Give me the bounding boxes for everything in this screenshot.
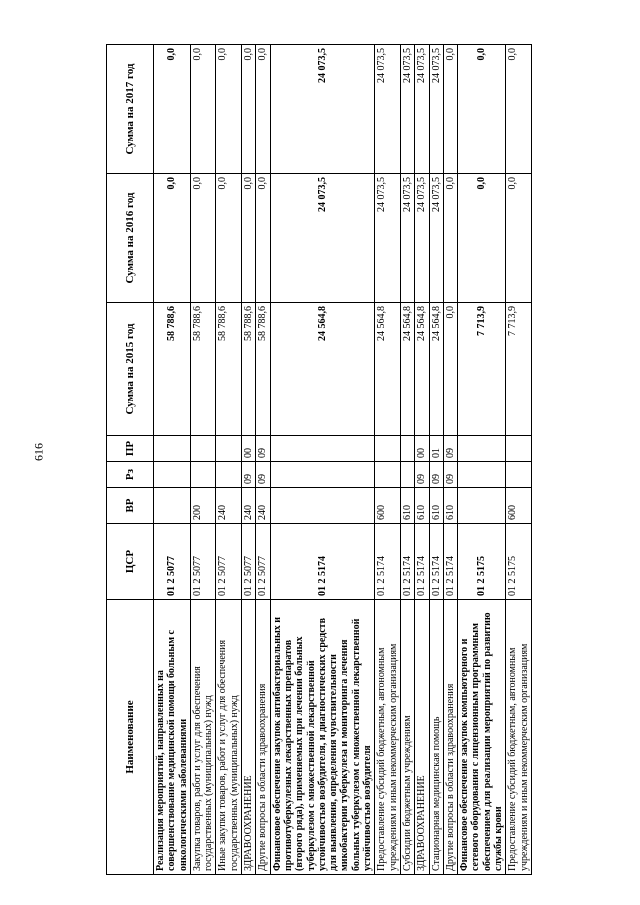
- header-rz: Рз: [107, 462, 154, 488]
- cell-csr: 01 2 5077: [216, 524, 242, 600]
- cell-sum-2016: 0,0: [154, 174, 191, 303]
- cell-csr: 01 2 5175: [458, 524, 506, 600]
- cell-sum-2016: 0,0: [458, 174, 506, 303]
- cell-name: Другие вопросы в области здравоохранения: [256, 600, 270, 875]
- page-number: 616: [31, 443, 46, 461]
- cell-name: ЗДРАВООХРАНЕНИЕ: [415, 600, 429, 875]
- cell-sum-2015: 58 788,6: [190, 303, 216, 436]
- cell-vr: 610: [415, 488, 429, 524]
- table-row: [506, 45, 532, 875]
- header-pr: ПР: [107, 436, 154, 462]
- cell-sum-2016: 0,0: [216, 174, 242, 303]
- cell-pr: [190, 436, 216, 462]
- cell-sum-2017: 0,0: [154, 45, 191, 174]
- cell-rz: 09: [415, 462, 429, 488]
- cell-sum-2017: 24 073,5: [400, 45, 414, 174]
- cell-sum-2016: 0,0: [506, 174, 532, 303]
- table-header-row: [107, 45, 154, 875]
- cell-sum-2017: 0,0: [458, 45, 506, 174]
- table-row: [242, 45, 256, 875]
- table-row: [375, 45, 401, 875]
- cell-pr: 00: [242, 436, 256, 462]
- budget-table: [106, 44, 532, 875]
- cell-pr: [154, 436, 191, 462]
- cell-sum-2015: 24 564,8: [400, 303, 414, 436]
- cell-sum-2016: 24 073,5: [375, 174, 401, 303]
- cell-vr: 240: [242, 488, 256, 524]
- cell-name: Предоставление субсидий бюджетным, автономным учреждениям и иным некоммерческим организациям: [375, 600, 401, 875]
- header-csr: ЦСР: [107, 524, 154, 600]
- cell-name: Другие вопросы в области здравоохранения: [443, 600, 457, 875]
- cell-sum-2016: 0,0: [443, 174, 457, 303]
- cell-rz: [506, 462, 532, 488]
- cell-name: Финансовое обеспечение закупок антибактериальных и противотуберкулезных лекарственных препаратов (второго ряда), применяемых при лечении больных туберкулезом с множественной лекарственной устойчивостью возбудителя, и диагностических средств для выявления, определения чувствительности микобактерии туберкулеза и мониторинга лечения больных туберкулезом с множественной лекарственной устойчивостью возбудителя: [270, 600, 375, 875]
- cell-sum-2015: 0,0: [443, 303, 457, 436]
- cell-rz: 09: [242, 462, 256, 488]
- cell-sum-2016: 24 073,5: [400, 174, 414, 303]
- cell-sum-2015: 7 713,9: [506, 303, 532, 436]
- table-row: [216, 45, 242, 875]
- cell-name: Закупка товаров, работ и услуг для обеспечения государственных (муниципальных) нужд: [190, 600, 216, 875]
- header-sum-2017: Сумма на 2017 год: [107, 45, 154, 174]
- cell-pr: 00: [415, 436, 429, 462]
- cell-vr: 600: [375, 488, 401, 524]
- cell-vr: 600: [506, 488, 532, 524]
- cell-csr: 01 2 5174: [375, 524, 401, 600]
- header-name: Наименование: [107, 600, 154, 875]
- cell-csr: 01 2 5174: [415, 524, 429, 600]
- header-vr: ВР: [107, 488, 154, 524]
- cell-vr: [458, 488, 506, 524]
- cell-rz: [190, 462, 216, 488]
- cell-sum-2015: 58 788,6: [256, 303, 270, 436]
- cell-sum-2015: 24 564,8: [429, 303, 443, 436]
- cell-rz: [216, 462, 242, 488]
- table-body: [154, 45, 532, 875]
- cell-sum-2017: 0,0: [506, 45, 532, 174]
- cell-sum-2015: 7 713,9: [458, 303, 506, 436]
- cell-sum-2015: 24 564,8: [415, 303, 429, 436]
- cell-sum-2016: 24 073,5: [270, 174, 375, 303]
- cell-sum-2015: 24 564,8: [375, 303, 401, 436]
- cell-csr: 01 2 5174: [400, 524, 414, 600]
- table-row: [429, 45, 443, 875]
- cell-sum-2015: 58 788,6: [154, 303, 191, 436]
- cell-name: Финансовое обеспечение закупок компьютерного и сетевого оборудования с лицензионным программным обеспечением для реализации мероприятий по развитию службы крови: [458, 600, 506, 875]
- cell-sum-2016: 24 073,5: [415, 174, 429, 303]
- cell-sum-2017: 0,0: [443, 45, 457, 174]
- cell-vr: 240: [216, 488, 242, 524]
- cell-rz: [270, 462, 375, 488]
- cell-vr: 610: [443, 488, 457, 524]
- table-row: [154, 45, 191, 875]
- cell-csr: 01 2 5174: [443, 524, 457, 600]
- cell-name: Предоставление субсидий бюджетным, автономным учреждениям и иным некоммерческим организациям: [506, 600, 532, 875]
- cell-vr: 240: [256, 488, 270, 524]
- cell-sum-2015: 24 564,8: [270, 303, 375, 436]
- cell-csr: 01 2 5174: [270, 524, 375, 600]
- header-sum-2016: Сумма на 2016 год: [107, 174, 154, 303]
- cell-pr: [400, 436, 414, 462]
- cell-sum-2017: 24 073,5: [415, 45, 429, 174]
- cell-vr: 610: [429, 488, 443, 524]
- cell-vr: [270, 488, 375, 524]
- table-row: [443, 45, 457, 875]
- cell-rz: 09: [256, 462, 270, 488]
- cell-vr: 610: [400, 488, 414, 524]
- cell-pr: [216, 436, 242, 462]
- header-sum-2015: Сумма на 2015 год: [107, 303, 154, 436]
- cell-name: Иные закупки товаров, работ и услуг для обеспечения государственных (муниципальных) нужд: [216, 600, 242, 875]
- table-row: [256, 45, 270, 875]
- cell-rz: 09: [443, 462, 457, 488]
- cell-csr: 01 2 5175: [506, 524, 532, 600]
- cell-name: ЗДРАВООХРАНЕНИЕ: [242, 600, 256, 875]
- cell-pr: 09: [256, 436, 270, 462]
- table-row: [400, 45, 414, 875]
- cell-rz: [458, 462, 506, 488]
- table-row: [270, 45, 375, 875]
- cell-rz: [154, 462, 191, 488]
- cell-sum-2017: 24 073,5: [429, 45, 443, 174]
- cell-csr: 01 2 5077: [242, 524, 256, 600]
- cell-sum-2017: 24 073,5: [375, 45, 401, 174]
- cell-sum-2017: 0,0: [256, 45, 270, 174]
- rotated-page-content: [106, 45, 562, 875]
- cell-sum-2015: 58 788,6: [216, 303, 242, 436]
- cell-pr: [270, 436, 375, 462]
- table-row: [458, 45, 506, 875]
- cell-name: Реализация мероприятий, направленных на совершенствование медицинской помощи больным с онкологическими заболеваниями: [154, 600, 191, 875]
- cell-rz: [400, 462, 414, 488]
- cell-pr: [375, 436, 401, 462]
- cell-csr: 01 2 5077: [154, 524, 191, 600]
- cell-pr: 01: [429, 436, 443, 462]
- cell-sum-2017: 0,0: [216, 45, 242, 174]
- cell-sum-2017: 0,0: [242, 45, 256, 174]
- cell-sum-2015: 58 788,6: [242, 303, 256, 436]
- cell-csr: 01 2 5174: [429, 524, 443, 600]
- cell-name: Стационарная медицинская помощь: [429, 600, 443, 875]
- cell-vr: 200: [190, 488, 216, 524]
- table-row: [190, 45, 216, 875]
- cell-rz: 09: [429, 462, 443, 488]
- cell-rz: [375, 462, 401, 488]
- cell-name: Субсидии бюджетным учреждениям: [400, 600, 414, 875]
- cell-csr: 01 2 5077: [256, 524, 270, 600]
- cell-pr: [458, 436, 506, 462]
- cell-pr: [506, 436, 532, 462]
- cell-sum-2017: 0,0: [190, 45, 216, 174]
- cell-sum-2016: 0,0: [256, 174, 270, 303]
- cell-csr: 01 2 5077: [190, 524, 216, 600]
- cell-sum-2017: 24 073,5: [270, 45, 375, 174]
- cell-sum-2016: 24 073,5: [429, 174, 443, 303]
- cell-sum-2016: 0,0: [242, 174, 256, 303]
- cell-sum-2016: 0,0: [190, 174, 216, 303]
- cell-pr: 09: [443, 436, 457, 462]
- table-row: [415, 45, 429, 875]
- cell-vr: [154, 488, 191, 524]
